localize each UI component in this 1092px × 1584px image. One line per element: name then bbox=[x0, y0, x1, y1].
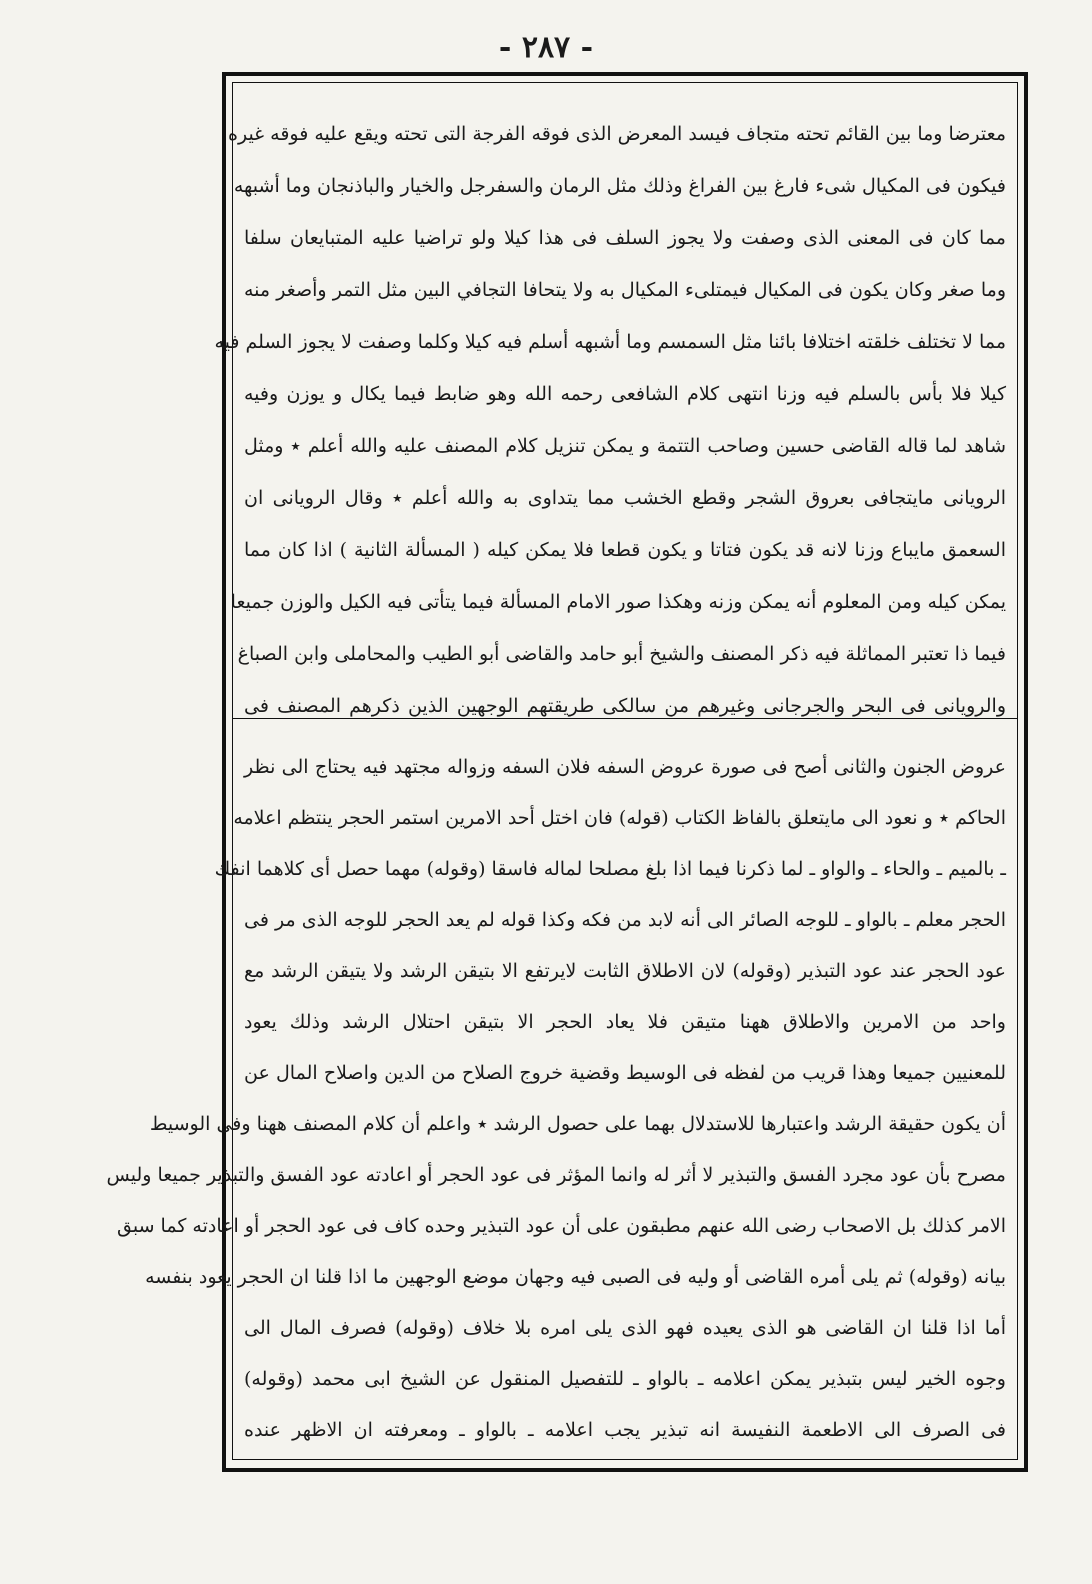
text-line: مصرح بأن عود مجرد الفسق والتبذير لا أثر له وانما المؤثر فى عود الحجر أو اعادته عود الفسق والتبذير جميعا وليس bbox=[106, 1164, 1006, 1186]
text-line: شاهد لما قاله القاضى حسين وصاحب التتمة و يمكن تنزيل كلام المصنف عليه والله أعلم ٭ ومثل bbox=[244, 435, 1006, 457]
text-line: ـ بالميم ـ والحاء ـ والواو ـ لما ذكرنا فيما اذا بلغ مصلحا لماله فاسقا (وقوله) مهما حصل أى كلاهما انفك bbox=[214, 858, 1006, 880]
text-line: فيكون فى المكيال شىء فارغ بين الفراغ وذلك مثل الرمان والسفرجل والخيار والباذنجان وما أشبهه bbox=[233, 175, 1006, 197]
text-line: عود الحجر عند عود التبذير (وقوله) لان الاطلاق الثابت لايرتفع الا بتيقن الرشد ولا يتيقن الرشد مع bbox=[244, 960, 1006, 982]
main-text-block bbox=[214, 108, 1006, 732]
text-line: الحاكم ٭ و نعود الى مايتعلق بالفاظ الكتاب (قوله) فان اختل أحد الامرين استمر الحجر ينتظم اعلامه bbox=[233, 807, 1006, 829]
text-line: معترضا وما بين القائم تحته متجاف فيسد المعرض الذى فوقه الفرجة التى تحته ويقع عليه فوقه غيره bbox=[228, 123, 1006, 145]
text-line: وما صغر وكان يكون فى المكيال فيمتلىء المكيال به ولا يتحافا التجافي البين مثل التمر وأصغر منه bbox=[244, 279, 1006, 301]
text-line: بيانه (وقوله) ثم يلى أمره القاضى أو وليه فى الصبى فيه وجهان موضع الوجهين ما اذا قلنا ان الحجر يعود بنفسه bbox=[145, 1266, 1006, 1288]
text-line: والرويانى فى البحر والجرجانى وغيرهم من سالكى طريقتهم الوجهين الذين ذكرهم المصنف فى bbox=[244, 695, 1006, 717]
text-line: للمعنيين جميعا وهذا قريب من لفظه فى الوسيط وقضية خروج الصلاح من الدين واصلاح المال عن bbox=[244, 1062, 1007, 1084]
text-line: يمكن كيله ومن المعلوم أنه يمكن وزنه وهكذا صور الامام المسألة فيما يتأتى فيه الكيل والوزن جميعا bbox=[230, 591, 1006, 613]
text-line: وجوه الخير ليس بتبذير يمكن اعلامه ـ بالواو ـ للتفصيل المنقول عن الشيخ ابى محمد (وقوله) bbox=[244, 1368, 1006, 1390]
section-divider bbox=[232, 718, 1018, 719]
text-line: أما اذا قلنا ان القاضى هو الذى يعيده فهو الذى يلى امره بلا خلاف (وقوله) فصرف المال الى bbox=[244, 1317, 1006, 1339]
text-line: كيلا فلا بأس بالسلم فيه وزنا انتهى كلام الشافعى رحمه الله وهو ضابط فيما يكال و يوزن وفيه bbox=[244, 383, 1006, 405]
text-line: فيما ذا تعتبر المماثلة فيه ذكر المصنف والشيخ أبو حامد والقاضى أبو الطيب والمحاملى وابن الصباغ bbox=[237, 643, 1006, 665]
text-line: واحد من الامرين والاطلاق ههنا متيقن فلا يعاد الحجر الا بتيقن احتلال الرشد وذلك يعود bbox=[244, 1011, 1006, 1033]
page-number: - ٢٨٧ - bbox=[498, 30, 594, 65]
text-line: مما لا تختلف خلقته اختلافا بائنا مثل السمسم وما أشبهه أسلم فيه كيلا وكلما وصفت لا يجوز السلم فيه bbox=[214, 331, 1006, 353]
text-line: الرويانى مايتجافى بعروق الشجر وقطع الخشب مما يتداوى به والله أعلم ٭ وقال الرويانى ان bbox=[244, 487, 1006, 509]
text-line: فى الصرف الى الاطعمة النفيسة انه تبذير يجب اعلامه ـ بالواو ـ ومعرفته ان الاظهر عنده bbox=[244, 1419, 1006, 1441]
text-line: أن يكون حقيقة الرشد واعتبارها للاستدلال بهما على حصول الرشد ٭ واعلم أن كلام المصنف ههنا وفى الوسيط bbox=[149, 1113, 1006, 1135]
text-line: عروض الجنون والثانى أصح فى صورة عروض السفه فلان السفه وزواله مجتهد فيه يحتاج الى نظر bbox=[244, 756, 1006, 778]
text-line: السعمق مايباع وزنا لانه قد يكون فتاتا و يكون قطعا فلا يمكن كيله ( المسألة الثانية ) اذا كان مما bbox=[244, 539, 1006, 561]
text-line: مما كان فى المعنى الذى وصفت ولا يجوز السلف فى هذا كيلا ولو تراضيا عليه المتبايعان سلفا bbox=[244, 227, 1006, 249]
text-line: الحجر معلم ـ بالواو ـ للوجه الصائر الى أنه لابد من فكه وكذا قوله لم يعد الحجر للوجه الذى مر فى bbox=[244, 909, 1006, 931]
text-line: الامر كذلك بل الاصحاب رضى الله عنهم مطبقون على أن عود التبذير وحده كاف فى عود الحجر أو اعادته كما سبق bbox=[117, 1215, 1006, 1237]
commentary-text-block bbox=[106, 742, 1007, 1456]
